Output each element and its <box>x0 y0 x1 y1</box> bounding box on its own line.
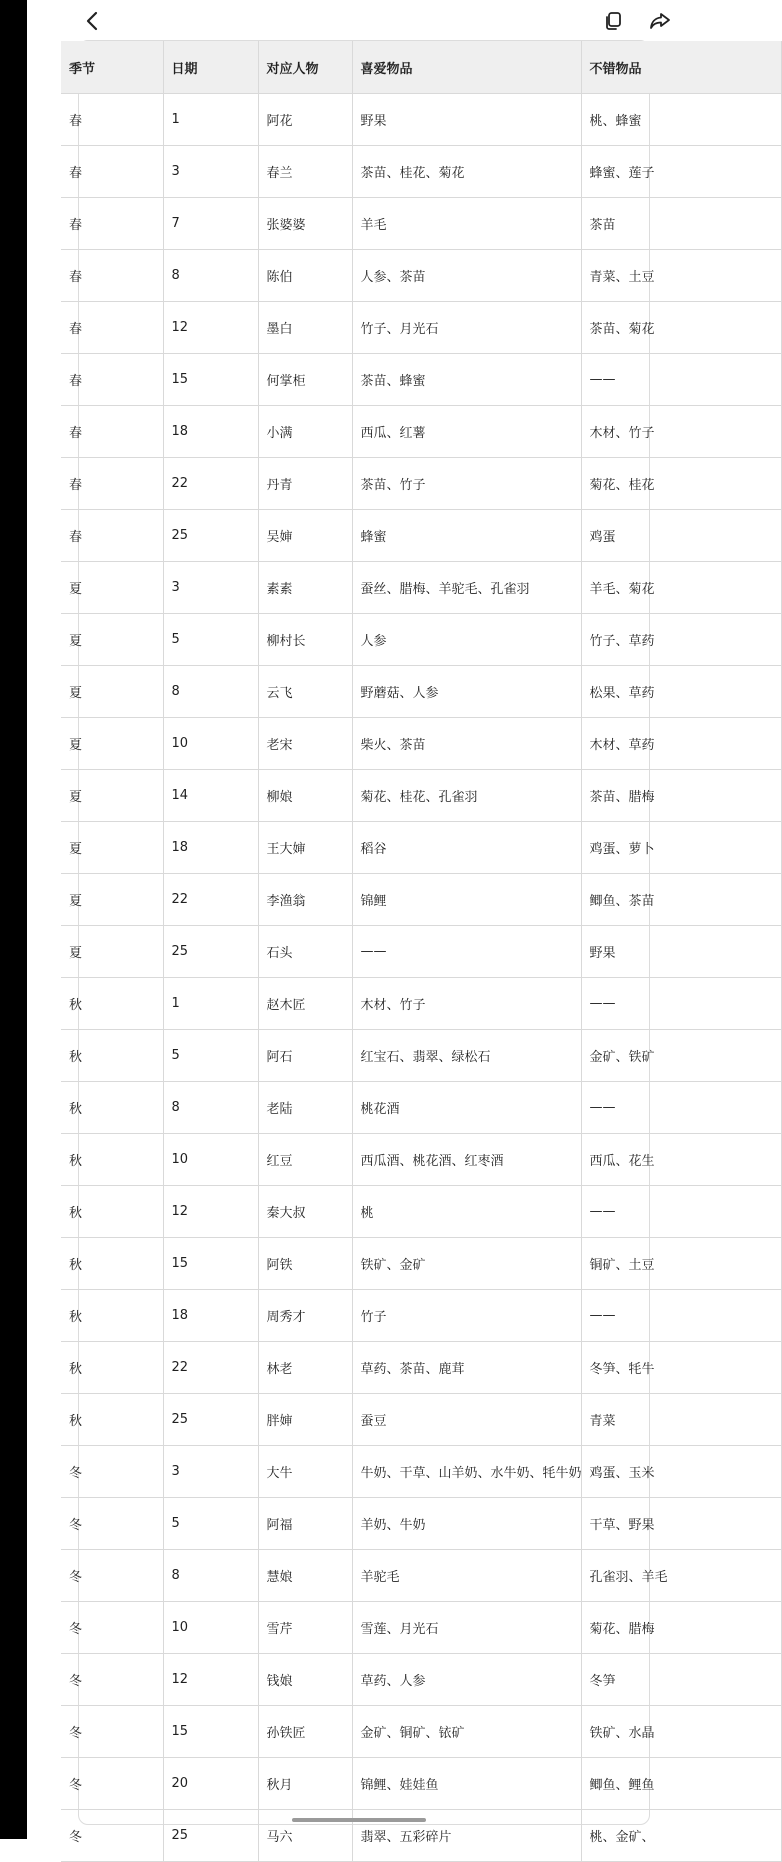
cell-liked-items: 木材、竹子 <box>581 406 781 458</box>
cell-character: 石头 <box>258 926 352 978</box>
cell-character: 吴婶 <box>258 510 352 562</box>
table-row <box>61 1030 781 1082</box>
cell-liked-items: 金矿、铁矿 <box>581 1030 781 1082</box>
cell-liked-items: 菊花、腊梅 <box>581 1602 781 1654</box>
cell-loved-items: 草药、人参 <box>352 1654 581 1706</box>
cell-character: 钱娘 <box>258 1654 352 1706</box>
cell-liked-items: 茶苗 <box>581 198 781 250</box>
cell-season: 春 <box>61 302 163 354</box>
cell-date: 5 <box>163 1030 258 1082</box>
cell-date: 18 <box>163 406 258 458</box>
cell-character: 素素 <box>258 562 352 614</box>
table-row <box>61 1550 781 1602</box>
cell-loved-items: 草药、茶苗、鹿茸 <box>352 1342 581 1394</box>
cell-loved-items: 稻谷 <box>352 822 581 874</box>
cell-loved-items: 茶苗、蜂蜜 <box>352 354 581 406</box>
cell-date: 15 <box>163 1706 258 1758</box>
table-row <box>61 666 781 718</box>
cell-date: 12 <box>163 302 258 354</box>
cell-date: 18 <box>163 1290 258 1342</box>
cell-date: 8 <box>163 666 258 718</box>
cell-liked-items: 干草、野果 <box>581 1498 781 1550</box>
cell-season: 冬 <box>61 1654 163 1706</box>
cell-season: 春 <box>61 198 163 250</box>
cell-liked-items: 木材、草药 <box>581 718 781 770</box>
cell-character: 柳娘 <box>258 770 352 822</box>
cell-loved-items: 西瓜、红薯 <box>352 406 581 458</box>
cell-liked-items: 鸡蛋、萝卜 <box>581 822 781 874</box>
cell-loved-items: 翡翠、五彩碎片 <box>352 1810 581 1862</box>
cell-date: 3 <box>163 1446 258 1498</box>
table-row <box>61 302 781 354</box>
cell-season: 冬 <box>61 1550 163 1602</box>
cell-season: 秋 <box>61 1394 163 1446</box>
cell-loved-items: 金矿、铜矿、铱矿 <box>352 1706 581 1758</box>
cell-liked-items: 鲫鱼、鲤鱼 <box>581 1758 781 1810</box>
cell-date: 1 <box>163 978 258 1030</box>
cell-liked-items: 孔雀羽、羊毛 <box>581 1550 781 1602</box>
cell-loved-items: 木材、竹子 <box>352 978 581 1030</box>
cell-season: 冬 <box>61 1446 163 1498</box>
cell-loved-items: 蚕丝、腊梅、羊驼毛、孔雀羽 <box>352 562 581 614</box>
cell-character: 王大婶 <box>258 822 352 874</box>
cell-date: 5 <box>163 614 258 666</box>
cell-liked-items: 铁矿、水晶 <box>581 1706 781 1758</box>
cell-loved-items: 竹子、月光石 <box>352 302 581 354</box>
left-black-edge <box>0 0 27 1839</box>
cell-liked-items: 竹子、草药 <box>581 614 781 666</box>
cell-liked-items: 鸡蛋、玉米 <box>581 1446 781 1498</box>
cell-loved-items: 锦鲤、娃娃鱼 <box>352 1758 581 1810</box>
cell-liked-items: 松果、草药 <box>581 666 781 718</box>
cell-liked-items: 冬笋、牦牛 <box>581 1342 781 1394</box>
cell-date: 22 <box>163 458 258 510</box>
cell-date: 22 <box>163 874 258 926</box>
table-row <box>61 354 781 406</box>
home-indicator <box>292 1818 426 1822</box>
cell-character: 红豆 <box>258 1134 352 1186</box>
cell-loved-items: 铁矿、金矿 <box>352 1238 581 1290</box>
cell-loved-items: 茶苗、竹子 <box>352 458 581 510</box>
cell-character: 雪芹 <box>258 1602 352 1654</box>
cell-liked-items: 铜矿、土豆 <box>581 1238 781 1290</box>
table-row <box>61 198 781 250</box>
cell-date: 15 <box>163 1238 258 1290</box>
cell-loved-items: 人参、茶苗 <box>352 250 581 302</box>
cell-character: 秦大叔 <box>258 1186 352 1238</box>
cell-date: 14 <box>163 770 258 822</box>
table-row <box>61 1394 781 1446</box>
cell-loved-items: 雪莲、月光石 <box>352 1602 581 1654</box>
cell-character: 阿铁 <box>258 1238 352 1290</box>
table-row <box>61 1290 781 1342</box>
cell-character: 丹青 <box>258 458 352 510</box>
cell-character: 秋月 <box>258 1758 352 1810</box>
cell-character: 老宋 <box>258 718 352 770</box>
cell-character: 赵木匠 <box>258 978 352 1030</box>
gift-table-container[interactable] <box>69 40 668 1845</box>
table-row <box>61 1186 781 1238</box>
cell-season: 夏 <box>61 874 163 926</box>
table-row <box>61 1134 781 1186</box>
cell-character: 李渔翁 <box>258 874 352 926</box>
table-row <box>61 770 781 822</box>
cell-character: 老陆 <box>258 1082 352 1134</box>
table-row <box>61 146 781 198</box>
cell-character: 墨白 <box>258 302 352 354</box>
cell-loved-items: 桃 <box>352 1186 581 1238</box>
cell-date: 10 <box>163 718 258 770</box>
table-row <box>61 874 781 926</box>
table-row <box>61 1654 781 1706</box>
cell-date: 25 <box>163 1394 258 1446</box>
table-row <box>61 1238 781 1290</box>
cell-season: 夏 <box>61 718 163 770</box>
cell-season: 夏 <box>61 666 163 718</box>
table-row <box>61 458 781 510</box>
cell-loved-items: 羊毛 <box>352 198 581 250</box>
cell-season: 冬 <box>61 1602 163 1654</box>
cell-season: 冬 <box>61 1810 163 1862</box>
cell-loved-items: 羊驼毛 <box>352 1550 581 1602</box>
cell-liked-items: 桃、金矿、 <box>581 1810 781 1862</box>
table-row <box>61 406 781 458</box>
cell-liked-items: —— <box>581 1082 781 1134</box>
cell-date: 8 <box>163 1550 258 1602</box>
table-row <box>61 250 781 302</box>
cell-date: 3 <box>163 146 258 198</box>
cell-character: 何掌柜 <box>258 354 352 406</box>
cell-loved-items: 柴火、茶苗 <box>352 718 581 770</box>
table-row <box>61 1446 781 1498</box>
cell-date: 25 <box>163 1810 258 1862</box>
cell-season: 秋 <box>61 1030 163 1082</box>
cell-loved-items: 牛奶、干草、山羊奶、水牛奶、牦牛奶 <box>352 1446 581 1498</box>
cell-liked-items: —— <box>581 1186 781 1238</box>
cell-character: 周秀才 <box>258 1290 352 1342</box>
cell-season: 秋 <box>61 1134 163 1186</box>
cell-date: 25 <box>163 926 258 978</box>
gift-table <box>61 41 782 1862</box>
cell-date: 15 <box>163 354 258 406</box>
cell-date: 7 <box>163 198 258 250</box>
table-row <box>61 1498 781 1550</box>
table-row <box>61 510 781 562</box>
table-row <box>61 718 781 770</box>
cell-season: 春 <box>61 354 163 406</box>
table-header-row <box>61 41 781 94</box>
cell-character: 阿福 <box>258 1498 352 1550</box>
cell-character: 张婆婆 <box>258 198 352 250</box>
table-body <box>61 94 781 1862</box>
cell-liked-items: 青菜 <box>581 1394 781 1446</box>
cell-loved-items: 锦鲤 <box>352 874 581 926</box>
cell-loved-items: 西瓜酒、桃花酒、红枣酒 <box>352 1134 581 1186</box>
header-date: 日期 <box>163 41 258 94</box>
cell-loved-items: 羊奶、牛奶 <box>352 1498 581 1550</box>
cell-character: 孙铁匠 <box>258 1706 352 1758</box>
cell-liked-items: 西瓜、花生 <box>581 1134 781 1186</box>
cell-loved-items: 竹子 <box>352 1290 581 1342</box>
cell-season: 秋 <box>61 1186 163 1238</box>
header-season: 季节 <box>61 41 163 94</box>
cell-character: 云飞 <box>258 666 352 718</box>
cell-liked-items: —— <box>581 354 781 406</box>
cell-date: 5 <box>163 1498 258 1550</box>
cell-character: 林老 <box>258 1342 352 1394</box>
cell-liked-items: 鸡蛋 <box>581 510 781 562</box>
cell-loved-items: 菊花、桂花、孔雀羽 <box>352 770 581 822</box>
table-row <box>61 1706 781 1758</box>
table-row <box>61 94 781 146</box>
table-row <box>61 978 781 1030</box>
cell-loved-items: —— <box>352 926 581 978</box>
cell-season: 春 <box>61 94 163 146</box>
cell-loved-items: 蚕豆 <box>352 1394 581 1446</box>
cell-season: 秋 <box>61 978 163 1030</box>
cell-season: 秋 <box>61 1342 163 1394</box>
cell-loved-items: 野果 <box>352 94 581 146</box>
cell-date: 8 <box>163 250 258 302</box>
cell-loved-items: 红宝石、翡翠、绿松石 <box>352 1030 581 1082</box>
cell-character: 慧娘 <box>258 1550 352 1602</box>
cell-season: 秋 <box>61 1238 163 1290</box>
cell-season: 冬 <box>61 1498 163 1550</box>
cell-character: 阿石 <box>258 1030 352 1082</box>
cell-liked-items: 蜂蜜、莲子 <box>581 146 781 198</box>
cell-season: 冬 <box>61 1758 163 1810</box>
back-chevron-icon[interactable] <box>78 6 108 36</box>
cell-liked-items: 菊花、桂花 <box>581 458 781 510</box>
cell-season: 春 <box>61 146 163 198</box>
cell-season: 春 <box>61 458 163 510</box>
table-row <box>61 822 781 874</box>
cell-character: 春兰 <box>258 146 352 198</box>
cell-liked-items: —— <box>581 978 781 1030</box>
cell-loved-items: 人参 <box>352 614 581 666</box>
table-row <box>61 562 781 614</box>
cell-season: 夏 <box>61 562 163 614</box>
table-row <box>61 614 781 666</box>
cell-loved-items: 桃花酒 <box>352 1082 581 1134</box>
cell-liked-items: 茶苗、腊梅 <box>581 770 781 822</box>
cell-season: 春 <box>61 250 163 302</box>
cell-character: 胖婶 <box>258 1394 352 1446</box>
cell-date: 10 <box>163 1602 258 1654</box>
table-row <box>61 1082 781 1134</box>
share-icon[interactable] <box>645 6 675 36</box>
cell-date: 20 <box>163 1758 258 1810</box>
cell-date: 8 <box>163 1082 258 1134</box>
table-row <box>61 1342 781 1394</box>
cell-liked-items: 野果 <box>581 926 781 978</box>
cell-season: 夏 <box>61 926 163 978</box>
cell-date: 12 <box>163 1186 258 1238</box>
cell-character: 马六 <box>258 1810 352 1862</box>
cell-liked-items: 青菜、土豆 <box>581 250 781 302</box>
cell-date: 18 <box>163 822 258 874</box>
header-loved-items: 喜爱物品 <box>352 41 581 94</box>
cell-loved-items: 野蘑菇、人参 <box>352 666 581 718</box>
cell-character: 陈伯 <box>258 250 352 302</box>
cell-date: 12 <box>163 1654 258 1706</box>
header-liked-items: 不错物品 <box>581 41 781 94</box>
cell-season: 秋 <box>61 1082 163 1134</box>
cell-liked-items: 羊毛、菊花 <box>581 562 781 614</box>
cell-liked-items: 茶苗、菊花 <box>581 302 781 354</box>
cell-date: 3 <box>163 562 258 614</box>
cell-season: 夏 <box>61 770 163 822</box>
cell-loved-items: 蜂蜜 <box>352 510 581 562</box>
cell-season: 夏 <box>61 614 163 666</box>
cell-liked-items: 鲫鱼、茶苗 <box>581 874 781 926</box>
cell-character: 柳村长 <box>258 614 352 666</box>
cell-character: 小满 <box>258 406 352 458</box>
table-row <box>61 1602 781 1654</box>
cell-date: 1 <box>163 94 258 146</box>
cell-character: 阿花 <box>258 94 352 146</box>
table-row <box>61 1758 781 1810</box>
cell-liked-items: 桃、蜂蜜 <box>581 94 781 146</box>
cell-season: 冬 <box>61 1706 163 1758</box>
cell-season: 夏 <box>61 822 163 874</box>
cell-liked-items: —— <box>581 1290 781 1342</box>
cell-liked-items: 冬笋 <box>581 1654 781 1706</box>
cell-date: 10 <box>163 1134 258 1186</box>
header-character: 对应人物 <box>258 41 352 94</box>
cell-season: 春 <box>61 510 163 562</box>
copy-icon[interactable] <box>598 6 628 36</box>
cell-season: 春 <box>61 406 163 458</box>
table-row <box>61 926 781 978</box>
cell-character: 大牛 <box>258 1446 352 1498</box>
cell-date: 22 <box>163 1342 258 1394</box>
cell-loved-items: 茶苗、桂花、菊花 <box>352 146 581 198</box>
cell-date: 25 <box>163 510 258 562</box>
cell-season: 秋 <box>61 1290 163 1342</box>
